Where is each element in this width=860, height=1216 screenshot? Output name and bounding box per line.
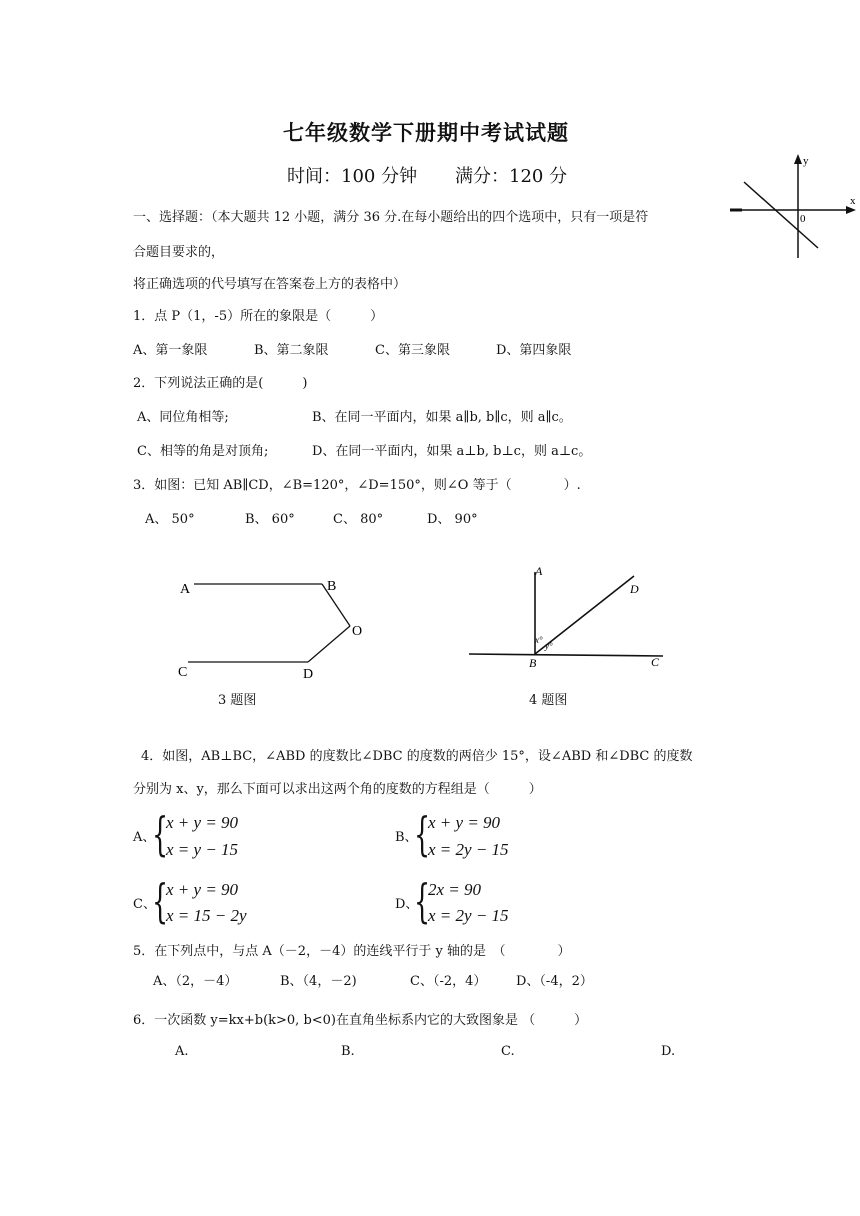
- x-axis-arrow: [846, 206, 856, 214]
- q4-line1: 4．如图，AB⊥BC，∠ABD 的度数比∠DBC 的度数的两倍少 15°，设∠ABD 和∠DBC 的度数: [141, 749, 693, 764]
- q4-option-b-eq1: x + y = 90: [428, 813, 501, 832]
- q1-option-a: A、第一象限: [133, 343, 208, 358]
- q2-option-a: A、同位角相等;: [137, 410, 229, 425]
- q5-option-c: C、（-2，4）: [410, 974, 487, 989]
- fig4-label-a: A: [535, 564, 543, 578]
- q1-option-d: D、第四象限: [496, 343, 572, 358]
- q4-option-a-eq2: x = y − 15: [166, 840, 239, 859]
- q5-option-a: A、（2，－4）: [153, 974, 238, 989]
- q5-option-b: B、（4，－2): [280, 974, 357, 989]
- q3-option-a: A、 50°: [145, 512, 195, 527]
- q4-option-a-label: A、: [133, 830, 156, 845]
- q4-line2: 分别为 x、y，那么下面可以求出这两个角的度数的方程组是（ ）: [133, 782, 542, 797]
- fig4-caption: 4 题图: [529, 693, 568, 708]
- function-line: [744, 182, 818, 248]
- q3-option-c: C、 80°: [333, 512, 384, 527]
- fig4-label-b: B: [529, 656, 537, 670]
- fig3-label-a: A: [180, 582, 191, 597]
- axes-figure: [730, 152, 860, 262]
- section1-line2: 合题目要求的，: [133, 245, 225, 260]
- fig3-label-b: B: [327, 579, 337, 594]
- q4-option-c-eq2: x = 15 − 2y: [166, 906, 247, 925]
- q3-option-d: D、 90°: [427, 512, 478, 527]
- q4-option-d-eq2: x = 2y − 15: [428, 906, 509, 925]
- q6-option-c: C.: [501, 1044, 515, 1059]
- ray-bc: [469, 654, 663, 656]
- q4-option-d-brace: {: [414, 874, 431, 928]
- axes-origin-label: 0: [800, 213, 806, 225]
- fig4-label-d: D: [630, 582, 639, 596]
- q4-option-b-label: B、: [395, 830, 418, 845]
- y-axis-arrow: [794, 154, 802, 164]
- q1-stem: 1．点 P（1，-5）所在的象限是（ ）: [133, 309, 384, 324]
- q6-stem: 6．一次函数 y=kx+b(k>0, b<0)在直角坐标系内它的大致图象是 （ ）: [133, 1013, 588, 1028]
- fig3-label-o: O: [352, 624, 363, 639]
- exam-time: 时间：100 分钟: [287, 166, 418, 187]
- fig3-label-d: D: [303, 667, 314, 682]
- q4-option-d-label: D、: [395, 897, 419, 912]
- q3-option-b: B、 60°: [245, 512, 295, 527]
- axes-x-label: x: [850, 195, 856, 207]
- section1-line3: 将正确选项的代号填写在答案卷上方的表格中）: [133, 277, 407, 292]
- exam-score: 满分：120 分: [455, 166, 568, 187]
- q4-option-c-eq1: x + y = 90: [166, 880, 239, 899]
- q5-stem: 5．在下列点中，与点 A（－2，－4）的连线平行于 y 轴的是 （ ）: [133, 944, 571, 959]
- q2-option-d: D、在同一平面内，如果 a⊥b, b⊥c，则 a⊥c。: [312, 444, 592, 459]
- q6-option-d: D.: [661, 1044, 676, 1059]
- fig4-angle-x: x°: [535, 635, 543, 645]
- fig3-label-c: C: [178, 665, 188, 680]
- page-title: 七年级数学下册期中考试试题: [283, 120, 569, 145]
- q4-option-c-brace: {: [152, 874, 169, 928]
- q4-option-b-eq2: x = 2y − 15: [428, 840, 509, 859]
- q4-option-b-brace: {: [414, 807, 431, 861]
- q6-option-a: A.: [175, 1044, 189, 1059]
- q5-option-d: D、（-4，2）: [516, 974, 593, 989]
- section1-line1: 一、选择题：（本大题共 12 小题，满分 36 分.在每小题给出的四个选项中，只有一项是符: [133, 210, 649, 225]
- figure-4: [465, 560, 675, 675]
- figure-3: [170, 570, 380, 690]
- q3-stem: 3．如图：已知 AB∥CD，∠B=120°，∠D=150°，则∠O 等于（ ）.: [133, 478, 581, 493]
- fig4-label-c: C: [651, 655, 660, 669]
- fig4-angle-y: y°: [545, 641, 553, 651]
- q4-option-c-label: C、: [133, 897, 156, 912]
- q4-option-a-brace: {: [152, 807, 169, 861]
- q4-option-a-eq1: x + y = 90: [166, 813, 239, 832]
- segment-od: [308, 626, 350, 662]
- q6-option-b: B.: [341, 1044, 355, 1059]
- q4-option-d-eq1: 2x = 90: [428, 880, 482, 899]
- q2-stem: 2．下列说法正确的是( ): [133, 376, 308, 391]
- axes-y-label: y: [803, 155, 809, 167]
- q2-option-b: B、在同一平面内，如果 a∥b, b∥c，则 a∥c。: [312, 410, 572, 425]
- q2-option-c: C、相等的角是对顶角;: [137, 444, 269, 459]
- q1-option-c: C、第三象限: [375, 343, 450, 358]
- fig3-caption: 3 题图: [218, 693, 257, 708]
- q1-option-b: B、第二象限: [254, 343, 329, 358]
